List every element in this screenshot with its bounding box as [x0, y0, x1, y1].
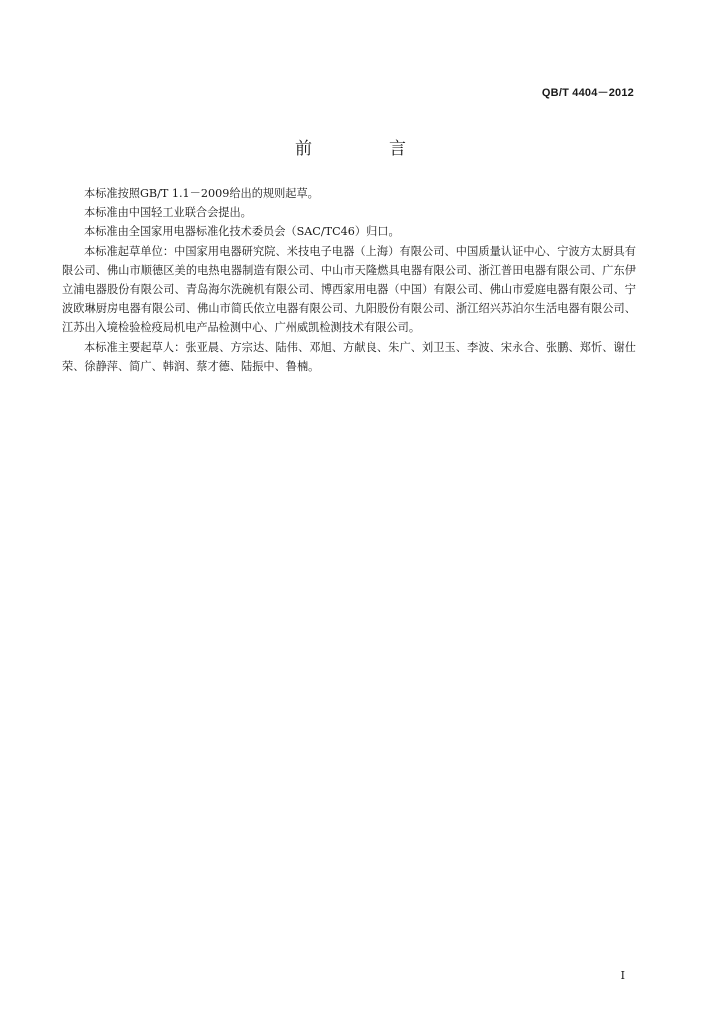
- page-title: 前 言: [295, 139, 436, 159]
- foreword-body: [62, 184, 636, 376]
- standard-number: QB/T 4404－2012: [541, 87, 634, 99]
- paragraph-drafting-units: 本标准起草单位：中国家用电器研究院、米技电子电器（上海）有限公司、中国质量认证中心、宁波方太厨具有限公司、佛山市顺德区美的电热电器制造有限公司、中山市天隆燃具电器有限公司、浙江普田电器有限公司、广东伊立浦电器股份有限公司、青岛海尔洗碗机有限公司、博西家用电器（中国）有限公司、佛山市爱庭电器有限公司、宁波欧琳厨房电器有限公司、佛山市简氏依立电器有限公司、九阳股份有限公司、浙江绍兴苏泊尔生活电器有限公司、江苏出入境检验检疫局机电产品检测中心、广州威凯检测技术有限公司。: [62, 244, 636, 335]
- paragraph-proposer: 本标准由中国轻工业联合会提出。: [84, 206, 252, 220]
- page-number: I: [620, 969, 625, 982]
- paragraph-committee: 本标准由全国家用电器标准化技术委员会（SAC/TC46）归口。: [84, 225, 400, 239]
- paragraph-drafters: 本标准主要起草人：张亚晨、方宗达、陆伟、邓旭、方献良、朱广、刘卫玉、李波、宋永合、张鹏、郑忻、谢仕荣、徐静萍、简广、韩润、蔡才德、陆振中、鲁楠。: [62, 340, 636, 373]
- paragraph-drafting-rules: 本标准按照GB/T 1.1－2009给出的规则起草。: [84, 187, 319, 200]
